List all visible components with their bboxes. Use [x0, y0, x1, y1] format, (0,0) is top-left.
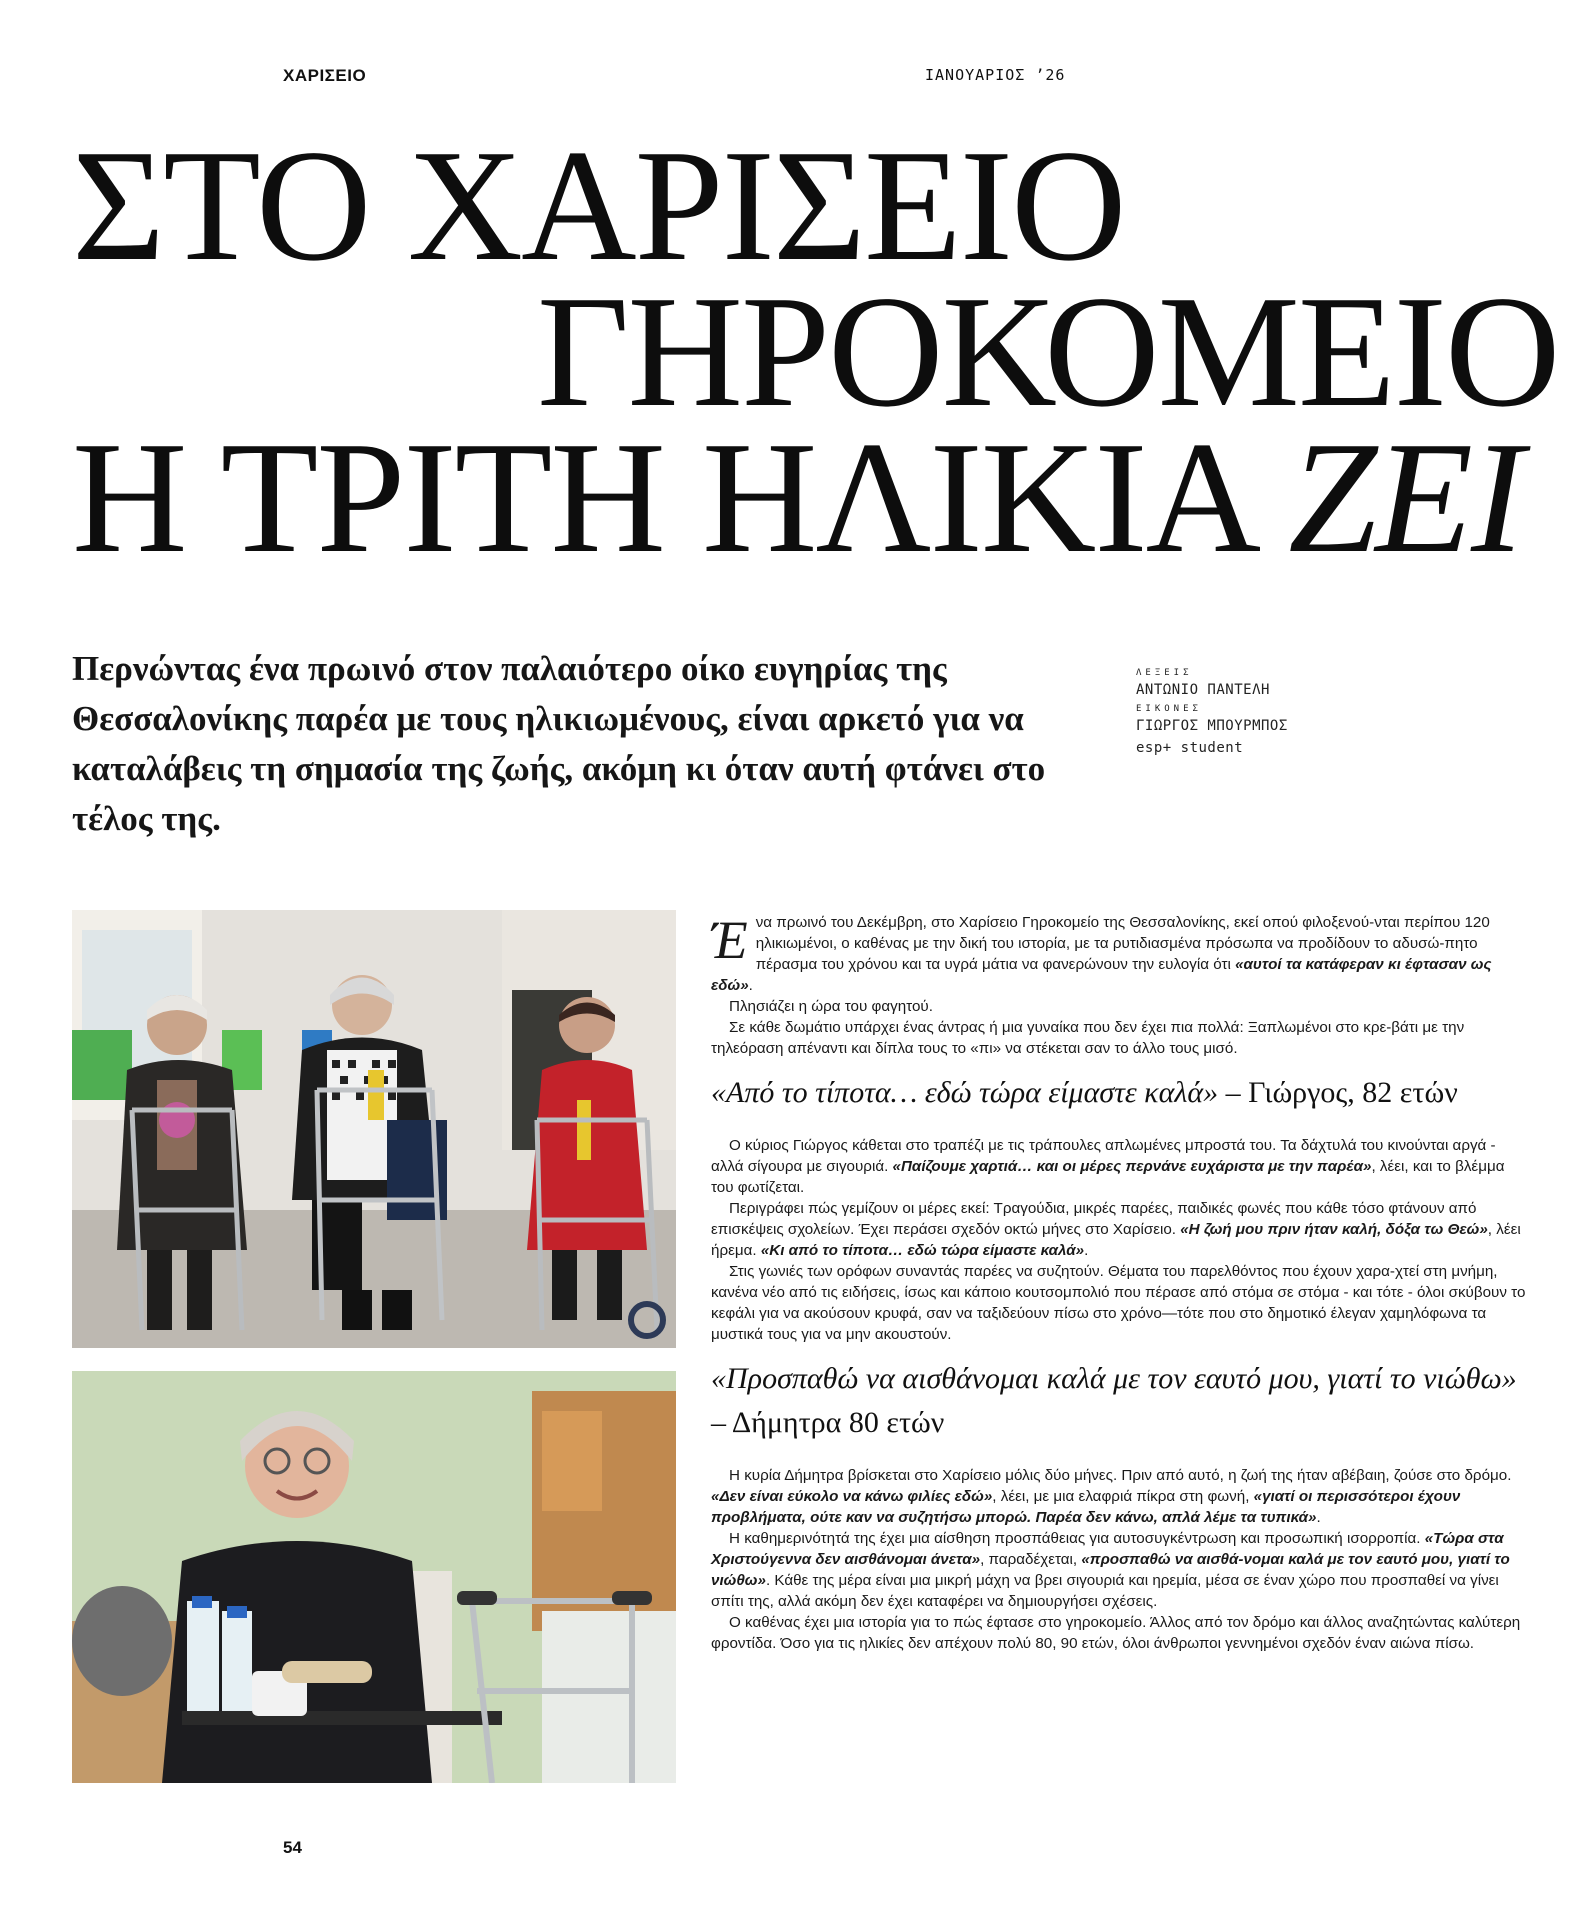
author-name: ΑΝΤΩΝΙΟ ΠΑΝΤΕΛΗ: [1136, 682, 1270, 698]
pull-quote-attribution: – Δήμητρα 80 ετών: [711, 1406, 945, 1439]
headline-line-1: ΣΤΟ ΧΑΡΙΣΕΙΟ: [72, 116, 1125, 294]
inline-quote: «Παίζουμε χαρτιά… και οι μέρες περνάνε ευχάριστα με την παρέα»: [892, 1158, 1372, 1175]
images-label: ΕΙΚΟΝΕΣ: [1136, 704, 1202, 714]
article-paragraph: Περιγράφει πώς γεμίζουν οι μέρες εκεί: Τραγούδια, μικρές παρέες, παιδικές φωνές που κάθε τόσο φτάνουν από επισκέψεις σχολείων. Έχει περάσει σχεδόν οκτώ μήνες στο Χαρίσειο. «Η ζωή μου πριν ήταν καλή, δόξα τω Θεώ», λέει ήρεμα. «Κι από το τίποτα… εδώ τώρα είμαστε καλά».: [711, 1200, 1521, 1259]
article-paragraph: Η κυρία Δήμητρα βρίσκεται στο Χαρίσειο μόλις δύο μήνες. Πριν από αυτό, η ζωή της ήταν αβέβαιη, ζούσε στο δρόμο. «Δεν είναι εύκολο να κάνω φιλίες εδώ», λέει, με μια ελαφριά πίκρα στη φωνή, «γιατί οι περισσότεροι έχουν προβλήματα, ούτε καν να συζητήσω μπορώ. Παρέα δεν κάνω, απλά λέμε τα τυπικά».: [711, 1467, 1512, 1526]
article-paragraph: Ο κύριος Γιώργος κάθεται στο τραπέζι με τις τράπουλες απλωμένες μπροστά του. Τα δάχτυλά του κινούνται αργά - αλλά σίγουρα με σιγουριά. «Παίζουμε χαρτιά… και οι μέρες περνάνε ευχάριστα με την παρέα», λέει, και το βλέμμα του φωτίζεται.: [711, 1137, 1505, 1196]
page-number: 54: [283, 1838, 302, 1857]
inline-quote: «Δεν είναι εύκολο να κάνω φιλίες εδώ»: [711, 1488, 993, 1505]
pull-quote-attribution: – Γιώργος, 82 ετών: [1218, 1076, 1458, 1109]
article-paragraph: Ένα πρωινό του Δεκέμβρη, στο Χαρίσειο Γηροκομείο της Θεσσαλονίκης, εκεί οπού φιλοξενού-νται περίπου 120 ηλικιωμένοι, ο καθένας με την δική του ιστορία, με τα ρυτιδιασμένα πρόσωπα να προδίδουν το αδυσώ-πητο πέρασμα του χρόνου και τα υγρά μάτια να φανερώνουν την ευλογία ότι «αυτοί τα κατάφεραν κι έφτασαν ως εδώ».: [711, 910, 1492, 994]
inline-quote: «προσπαθώ να αισθά-νομαι καλά με τον εαυτό μου, γιατί το νιώθω»: [711, 1551, 1510, 1589]
headline-line-3: Η ΤΡΙΤΗ ΗΛΙΚΙΑ ΖΕΙ: [72, 408, 1523, 586]
article-paragraph: Σε κάθε δωμάτιο υπάρχει ένας άντρας ή μια γυναίκα που δεν έχει πια πολλά: Ξαπλωμένοι στο κρε-βάτι με την τηλεόραση απέναντι και δίπλα τους το «πι» να στέκεται σαν το άλλο τους μισό.: [711, 1019, 1465, 1057]
article-paragraph: Πλησιάζει η ώρα του φαγητού.: [729, 998, 933, 1015]
headline-line-2: ΓΗΡΟΚΟΜΕΙΟ: [537, 262, 1559, 440]
issue-date: ΙΑΝΟΥΑΡΙΟΣ ’26: [925, 66, 1066, 84]
photographer-name: ΓΙΩΡΓΟΣ ΜΠΟΥΡΜΠΟΣ: [1136, 718, 1288, 734]
inline-quote: «Τώρα στα Χριστούγεννα δεν αισθάνομαι άνετα»: [711, 1530, 1504, 1568]
credits-block: [1136, 668, 1396, 762]
photo-residents-with-walkers: [72, 910, 676, 1348]
lede-paragraph: Περνώντας ένα πρωινό στον παλαιότερο οίκο ευγηρίας της Θεσσαλονίκης παρέα με τους ηλικιωμένους, είναι αρκετό για να καταλάβεις τη σημασία της ζωής, ακόμη κι όταν αυτή φτάνει στο τέλος της.: [72, 649, 1046, 838]
inline-quote: «Κι από το τίποτα… εδώ τώρα είμαστε καλά»: [760, 1242, 1085, 1259]
headline: [72, 116, 1559, 586]
article-paragraph: Η καθημερινότητά της έχει μια αίσθηση προσπάθειας για αυτοσυγκέντρωση και προσωπική ισορροπία. «Τώρα στα Χριστούγεννα δεν αισθάνομαι άνετα», παραδέχεται, «προσπαθώ να αισθά-νομαι καλά με τον εαυτό μου, γιατί το νιώθω». Κάθε της μέρα είναι μια μικρή μάχη να βρει σιγουριά και ηρεμία, μέσα σε έναν χώρο που προσπαθεί να γίνει σπίτι της, αλλά ακόμη δεν έχει καταφέρει να δημιουργήσει σχέσεις.: [711, 1530, 1510, 1610]
photographer-note: esp+ student: [1136, 740, 1244, 756]
photo-resident-in-room: [72, 1371, 676, 1783]
article-body: [711, 912, 1526, 1654]
inline-quote: «Η ζωή μου πριν ήταν καλή, δόξα τω Θεώ»: [1180, 1221, 1488, 1238]
article-paragraph: Στις γωνιές των ορόφων συναντάς παρέες να συζητούν. Θέματα του παρελθόντος που έχουν χαρα-χτεί στη μνήμη, κανένα νέο από τις ειδήσεις, ίσως και κάποιο κουτσομπολιό που πέρασε από στόμα σε στόμα - και τότε - όλοι σκύβουν το κεφάλι για να ακούσουν κρυφά, σαν να ταξιδεύουν πίσω στο χρόνο—τότε που στο δημοτικό έλεγαν χαμηλόφωνα τα μυστικά τους για να μην ακουστούν.: [711, 1263, 1526, 1343]
pull-quote: «Προσπαθώ να αισθάνομαι καλά με τον εαυτό μου, γιατί το νιώθω» – Δήμητρα 80 ετών: [711, 1362, 1517, 1439]
pull-quote: «Από το τίποτα… εδώ τώρα είμαστε καλά» – Γιώργος, 82 ετών: [711, 1076, 1458, 1109]
inline-quote: «γιατί οι περισσότεροι έχουν προβλήματα, ούτε καν να συζητήσω μπορώ. Παρέα δεν κάνω, απλά λέμε τα τυπικά»: [711, 1488, 1461, 1526]
inline-quote: «αυτοί τα κατάφεραν κι έφτασαν ως εδώ»: [711, 956, 1492, 994]
words-label: ΛΕΞΕΙΣ: [1136, 668, 1193, 678]
section-label: ΧΑΡΙΣΕΙΟ: [283, 66, 367, 85]
article-paragraph: Ο καθένας έχει μια ιστορία για το πώς έφτασε στο γηροκομείο. Άλλος από τον δρόμο και άλλος αναζητώντας καλύτερη φροντίδα. Όσο για τις ηλικίες δεν απέχουν πολύ 80, 90 ετών, όλοι άνθρωποι γεννημένοι σχεδόν έναν αιώνα πίσω.: [711, 1614, 1521, 1652]
drop-cap: Έ: [711, 910, 748, 970]
headline-emphasis: ΖΕΙ: [1288, 408, 1523, 586]
